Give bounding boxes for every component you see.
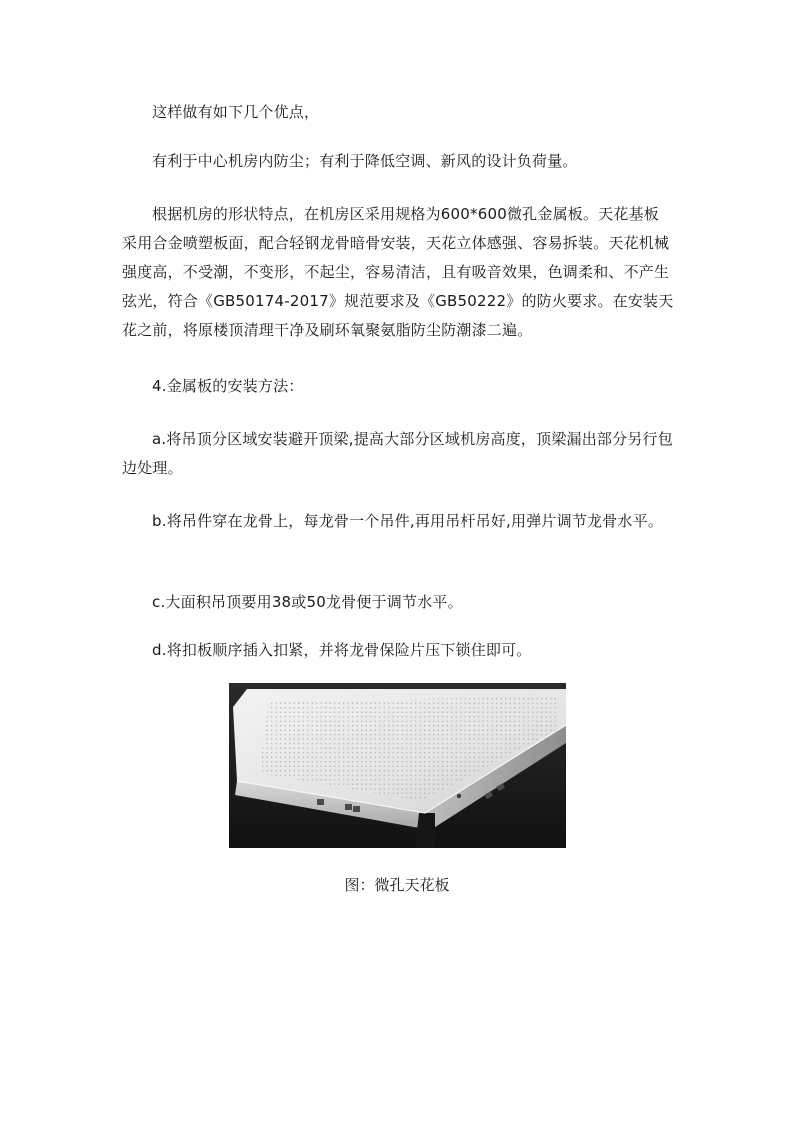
- paragraph-ceiling-description: 根据机房的形状特点，在机房区采用规格为600*600微孔金属板。天花基板采用合金喷塑板面，配合轻钢龙骨暗骨安装，天花立体感强、容易拆装。天花机械强度高，不受潮，不变形，不起尘，容易清洁，且有吸音效果，色调柔和、不产生弦光，符合《GB50174-2017》规范要求及《GB50222》的防火要求。在安装天花之前，将原楼顶清理干净及刷环氧聚氨脂防尘防潮漆二遍。: [122, 205, 674, 339]
- panel-illustration: [229, 683, 566, 848]
- paragraph-step-a: a.将吊顶分区域安装避开顶梁,提高大部分区域机房高度，顶梁漏出部分另行包边处理。: [122, 430, 673, 477]
- perforated-ceiling-panel-photo: [229, 683, 566, 848]
- paragraph-step-b: b.将吊件穿在龙骨上，每龙骨一个吊件,再用吊杆吊好,用弹片调节龙骨水平。: [152, 512, 664, 530]
- paragraph-advantages-list: 有利于中心机房内防尘；有利于降低空调、新风的设计负荷量。: [152, 152, 578, 170]
- paragraph-advantages-intro: 这样做有如下几个优点，: [152, 103, 320, 121]
- figure-caption: 图：微孔天花板: [344, 876, 450, 894]
- paragraph-install-heading: 4.金属板的安装方法：: [152, 377, 304, 395]
- paragraph-step-d: d.将扣板顺序插入扣紧，并将龙骨保险片压下锁住即可。: [152, 641, 532, 659]
- paragraph-step-c: c.大面积吊顶要用38或50龙骨便于调节水平。: [152, 593, 463, 611]
